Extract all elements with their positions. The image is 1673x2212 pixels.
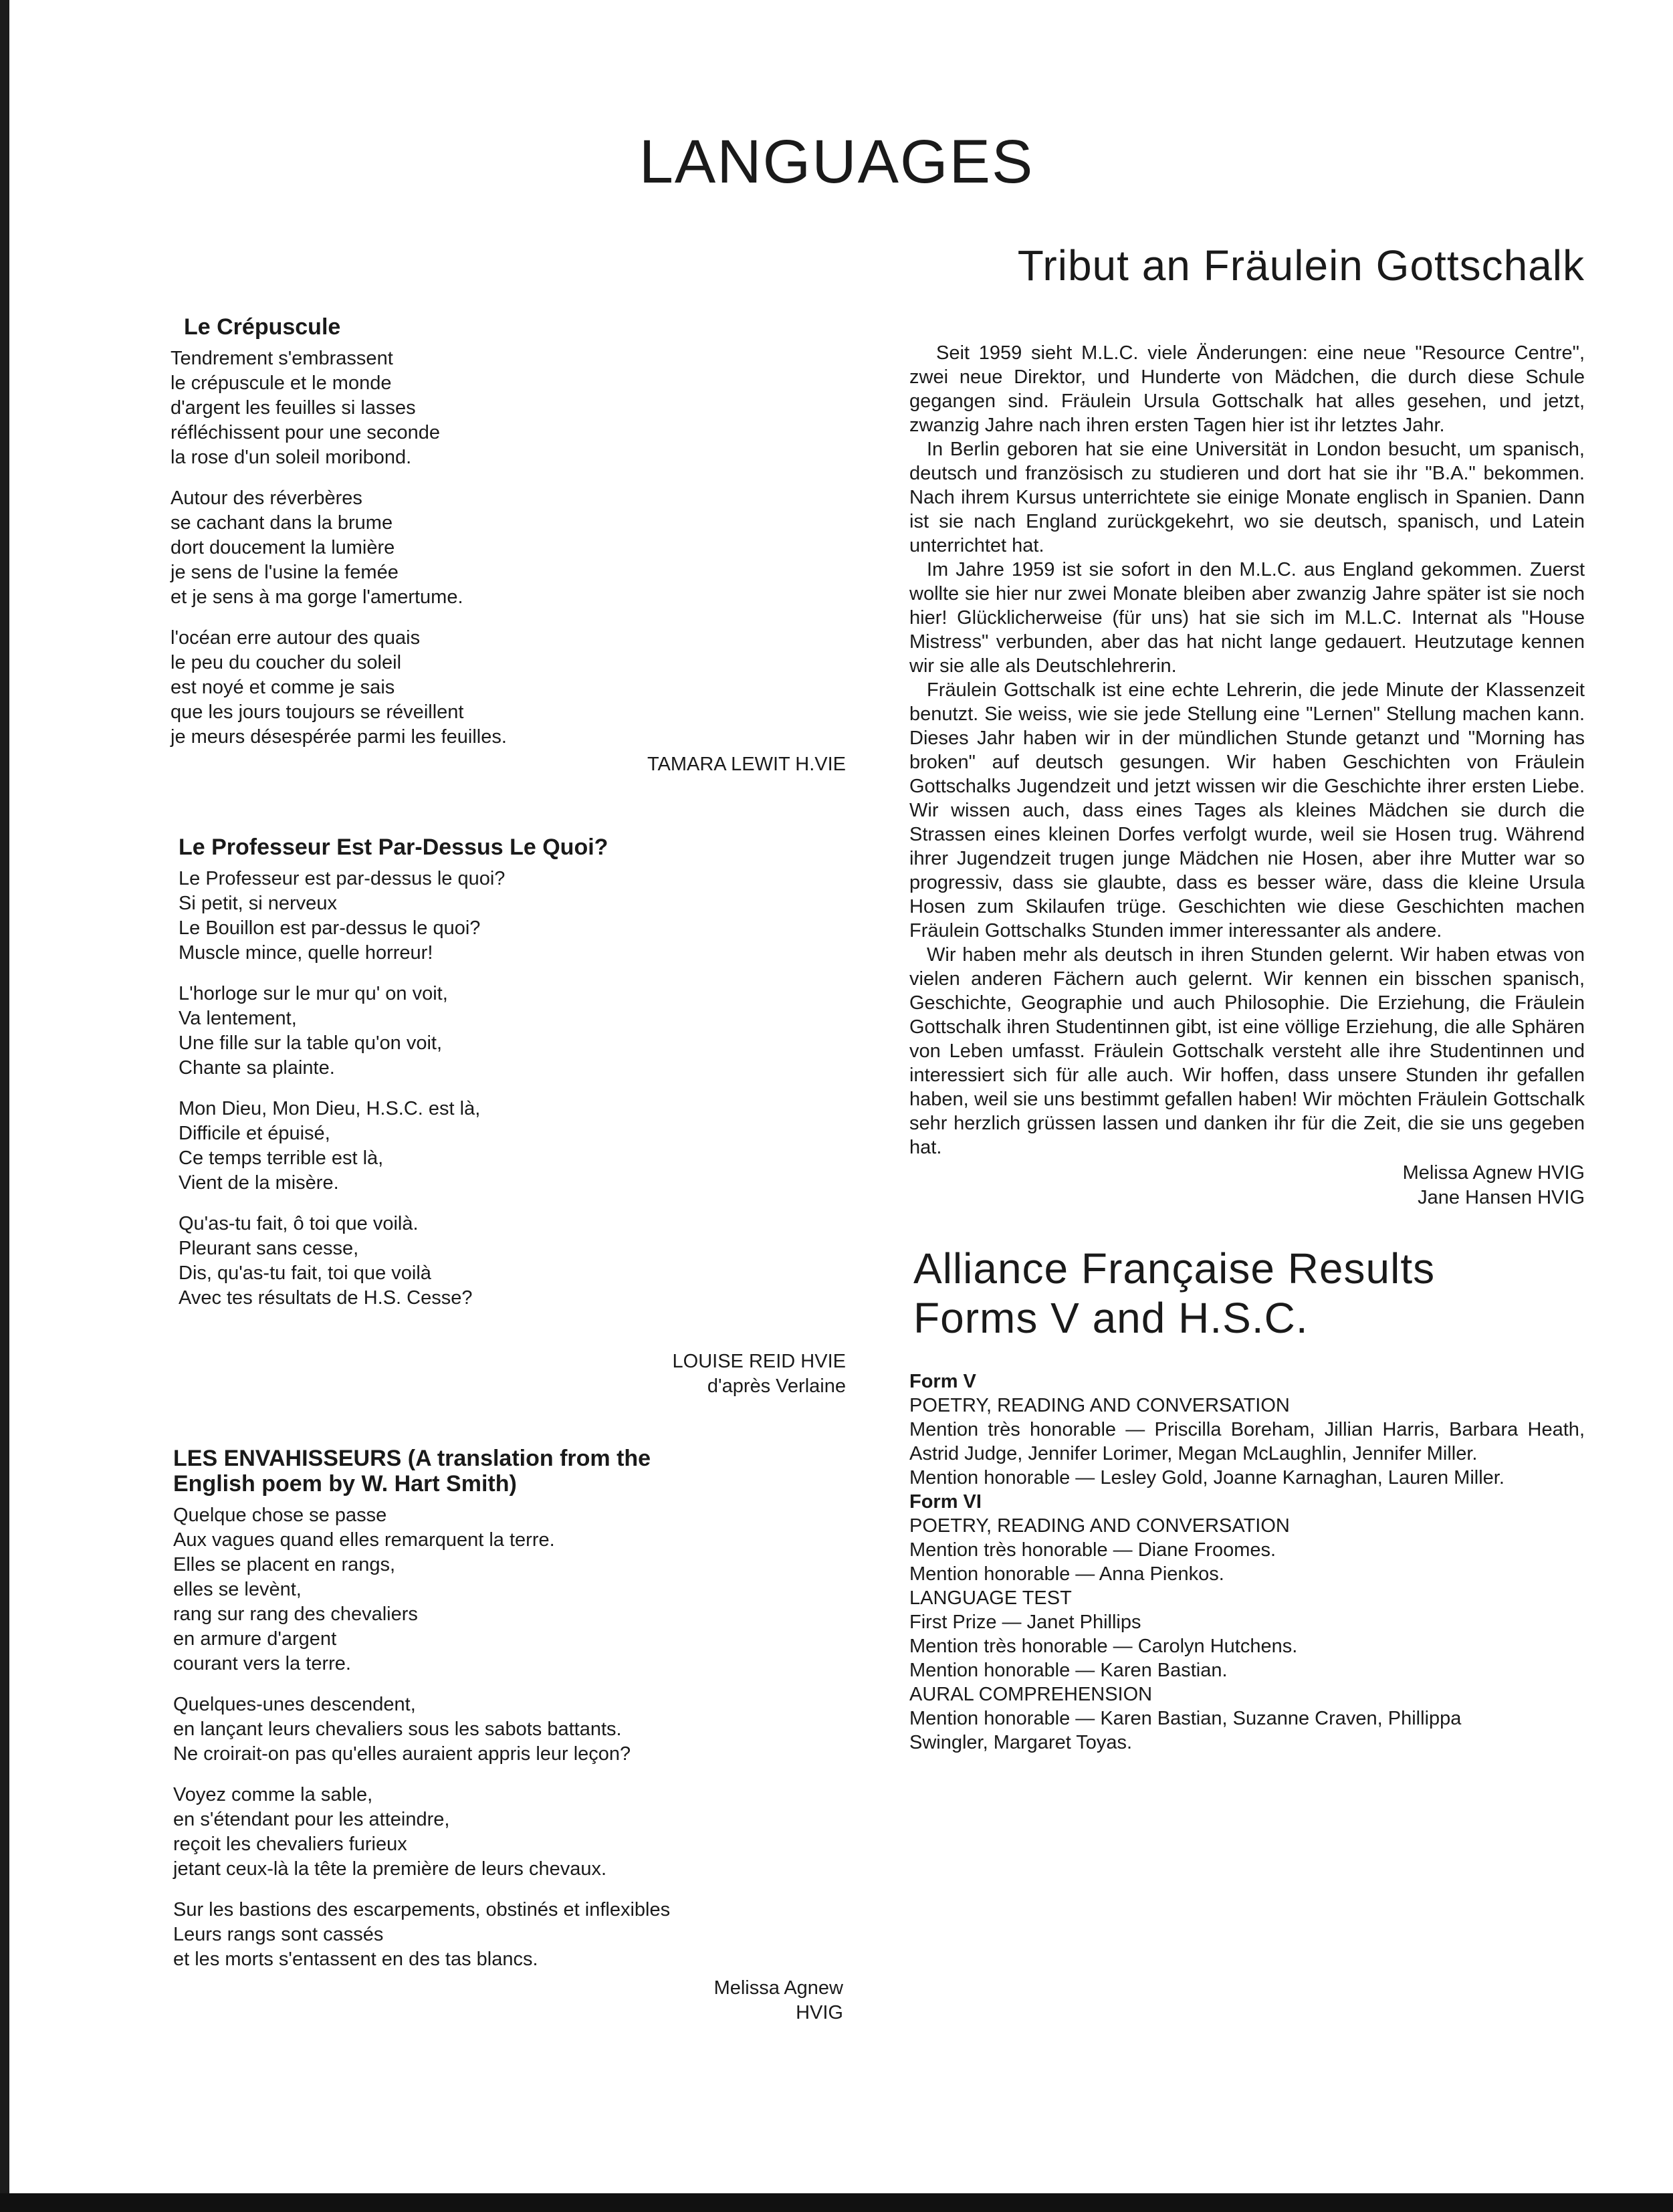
poem-stanza [173,1503,846,1676]
poem-line: et les morts s'entassent en des tas blancs. [173,1949,538,1970]
poem-stanza [179,867,846,966]
poem-line: Voyez comme la sable, [173,1784,373,1805]
poem-credit: TAMARA LEWIT H.VIE [647,754,846,775]
poem-line: en lançant leurs chevaliers sous les sabots battants. [173,1719,622,1740]
poem-line: Avec tes résultats de H.S. Cesse? [179,1287,473,1309]
poem-line: réfléchissent pour une seconde [171,422,441,443]
result-line: POETRY, READING AND CONVERSATION [909,1515,1290,1537]
poem-line: je sens de l'usine la femée [171,562,399,583]
poem-le-crepuscule [171,314,846,777]
page-edge-shadow [0,0,9,2212]
poem-title: Le Professeur Est Par-Dessus Le Quoi? [179,835,608,860]
articles-column [909,241,1585,1755]
poem-line: Une fille sur la table qu'on voit, [179,1032,443,1054]
poem-stanza [173,1692,846,1767]
tribute-credit: Melissa Agnew HVIG [1402,1162,1585,1184]
poem-line: reçoit les chevaliers furieux [173,1834,407,1855]
poem-stanza [179,1212,846,1311]
poem-stanza [173,1898,846,1972]
poems-column [171,314,846,2025]
poem-stanza [173,1783,846,1882]
poem-line: le peu du coucher du soleil [171,652,402,673]
poem-line: le crépuscule et le monde [171,372,392,394]
poem-line: d'argent les feuilles si lasses [171,397,416,419]
poem-stanza [171,486,846,610]
poem-line: Va lentement, [179,1008,297,1029]
poem-line: jetant ceux-là la tête la première de leurs chevaux. [173,1858,607,1880]
poem-stanza [171,346,846,470]
poem-line: Aux vagues quand elles remarquent la terre. [173,1529,555,1551]
poem-line: Le Bouillon est par-dessus le quoi? [179,917,481,939]
page-bottom-edge [0,2193,1673,2212]
poem-stanza [179,1097,846,1196]
poem-line: dort doucement la lumière [171,537,395,558]
tribute-article [909,341,1585,1210]
poem-line: Elles se placent en rangs, [173,1554,396,1575]
result-line: Mention honorable — Anna Pienkos. [909,1563,1224,1585]
poem-line: Pleurant sans cesse, [179,1238,359,1259]
poem-line: la rose d'un soleil moribond. [171,447,412,468]
poem-line: Muscle mince, quelle horreur! [179,942,433,964]
poem-line: Quelque chose se passe [173,1505,387,1526]
poem-line: Autour des réverbères [171,487,362,509]
poem-line: Leurs rangs sont cassés [173,1924,384,1945]
poem-line: courant vers la terre. [173,1653,351,1674]
poem-line: Mon Dieu, Mon Dieu, H.S.C. est là, [179,1098,481,1119]
tribute-paragraph: Seit 1959 sieht M.L.C. viele Änderungen: eine neue "Resource Centre", zwei neue Direktor, und Hunderte von Mädchen, die durch diese Schule gegangen sind. Fräulein Ursula Gottschalk hat alles gesehen, und jetzt, zwanzig Jahre nach ihren ersten Tagen hier ist ihr letztes Jahr. [909,342,1585,436]
tribute-credit: Jane Hansen HVIG [1418,1187,1585,1208]
poem-line: Vient de la misère. [179,1172,339,1194]
form-v-heading: Form V [909,1371,976,1392]
poem-line: Sur les bastions des escarpements, obstinés et inflexibles [173,1899,671,1920]
result-line: LANGUAGE TEST [909,1587,1072,1609]
poem-les-envahisseurs [173,1446,846,2025]
poem-line: Ne croirait-on pas qu'elles auraient appris leur leçon? [173,1743,631,1765]
poem-line: Difficile et épuisé, [179,1123,330,1144]
result-line: Mention honorable — Karen Bastian, Suzanne Craven, Phillippa Swingler, Margaret Toyas. [909,1708,1462,1753]
poem-line: que les jours toujours se réveillent [171,701,464,723]
alliance-title: Alliance Française Results [913,1244,1436,1293]
poem-line: Dis, qu'as-tu fait, toi que voilà [179,1262,431,1284]
poem-line: Qu'as-tu fait, ô toi que voilà. [179,1213,419,1234]
result-line: Mention très honorable — Priscilla Boreham, Jillian Harris, Barbara Heath, Astrid Judge, Jennifer Lorimer, Megan McLaughlin, Jennifer Miller. [909,1419,1585,1464]
tribute-paragraph: Wir haben mehr als deutsch in ihren Stunden gelernt. Wir haben etwas von vielen anderen Fächern auch gelernt. Wir kennen ein bisschen spanisch, Geschichte, Geographie und auch Philosophie. Die Erziehung, die Fräulein Gottschalk ihren Studentinnen gibt, ist eine völlige Erziehung, die alle Sphären von Leben umfasst. Fräulein Gottschalk versteht alle ihre Studentinnen und interessiert sich für alle auch. Wir hoffen, dass unsere Stunden ihr gefallen haben, weil sie uns bestimmt gefallen haben! Wir möchten Fräulein Gottschalk sehr herzlich grüssen lassen und danken ihr für die Zeit, die sie uns gegeben hat. [909,944,1585,1158]
poem-line: en armure d'argent [173,1628,337,1650]
poem-line: rang sur rang des chevaliers [173,1603,418,1625]
result-line: Mention honorable — Karen Bastian. [909,1660,1228,1681]
poem-line: elles se levènt, [173,1579,302,1600]
poem-line: Ce temps terrible est là, [179,1147,384,1169]
poem-line: je meurs désespérée parmi les feuilles. [171,726,507,748]
poem-stanza [179,982,846,1081]
poem-line: se cachant dans la brume [171,512,393,534]
poem-line: Si petit, si nerveux [179,893,337,914]
poem-line: Quelques-unes descendent, [173,1694,416,1715]
poem-line: Chante sa plainte. [179,1057,335,1079]
alliance-section [909,1244,1585,1755]
poem-line: est noyé et comme je sais [171,677,395,698]
alliance-subtitle: Forms V and H.S.C. [913,1294,1309,1342]
poem-le-professeur [171,835,846,1399]
poem-title: Le Crépuscule [184,314,341,340]
poem-line: l'océan erre autour des quais [171,627,421,649]
result-line: Mention honorable — Lesley Gold, Joanne Karnaghan, Lauren Miller. [909,1467,1504,1488]
tribute-title: Tribut an Fräulein Gottschalk [1017,241,1585,290]
poem-credit: Melissa Agnew [713,1977,843,1999]
poem-credit: LOUISE REID HVIE [672,1351,846,1372]
form-vi-heading: Form VI [909,1491,982,1513]
tribute-paragraph: In Berlin geboren hat sie eine Universität in London besucht, um spanisch, deutsch und französisch zu studieren und dort hat sie ihr "B.A." bekommen. Nach ihrem Kursus unterrichtete sie einige Monate englisch in Spanien. Dann ist sie nach England zurückgekehrt, wo sie deutsch, spanisch, und Latein unterrichtet hat. [909,439,1585,556]
result-line: Mention très honorable — Diane Froomes. [909,1539,1276,1561]
tribute-paragraph: Im Jahre 1959 ist sie sofort in den M.L.C. aus England gekommen. Zuerst wollte sie hier nur zwei Monate bleiben aber zwanzig Jahre später ist sie noch hier! Glücklicherweise (für uns) hat sie sich im M.L.C. Internat als "House Mistress" verbunden, aber das hat nicht lange gedauert. Heutzutage kennen wir sie alle als Deutschlehrerin. [909,559,1585,677]
poem-title: LES ENVAHISSEURS (A translation from the English poem by W. Hart Smith) [173,1446,651,1497]
poem-credit-note: d'après Verlaine [707,1375,846,1397]
result-line: POETRY, READING AND CONVERSATION [909,1395,1290,1416]
poem-stanza [171,626,846,750]
page-title: LANGUAGES [639,128,1034,196]
poem-line: Tendrement s'embrassent [171,348,393,369]
poem-line: L'horloge sur le mur qu' on voit, [179,983,448,1004]
poem-line: en s'étendant pour les atteindre, [173,1809,450,1830]
result-line: First Prize — Janet Phillips [909,1612,1141,1633]
tribute-paragraph: Fräulein Gottschalk ist eine echte Lehrerin, die jede Minute der Klassenzeit benutzt. Sie weiss, wie sie jede Stellung eine "Lernen" Stellung machen kann. Dieses Jahr haben wir in der mündlichen Stunde getanzt und "Morning has broken" auf deutsch gesungen. Wir haben Geschichten von Fräulein Gottschalks Jugendzeit und jetzt wissen wir die Geschichte ihrer ersten Liebe. Wir wissen auch, dass eines Tages als kleines Mädchen sie durch die Strassen eines kleinen Dorfes verfolgt wurde, weil sie Hosen trug. Während ihrer Jugendzeit trugen junge Mädchen nie Hosen, aber ihre Mutter war so progressiv, dass sie glaubte, dass es besser wäre, dass die kleine Ursula Hosen zum Skilaufen trüge. Geschichten wie diese Geschichten machen Fräulein Gottschalks Stunden immer interessanter als andere. [909,679,1585,942]
result-line: Mention très honorable — Carolyn Hutchens. [909,1636,1298,1657]
result-line: AURAL COMPREHENSION [909,1684,1153,1705]
poem-credit-form: HVIG [796,2002,843,2023]
poem-line: Le Professeur est par-dessus le quoi? [179,868,506,889]
poem-line: et je sens à ma gorge l'amertume. [171,586,463,608]
